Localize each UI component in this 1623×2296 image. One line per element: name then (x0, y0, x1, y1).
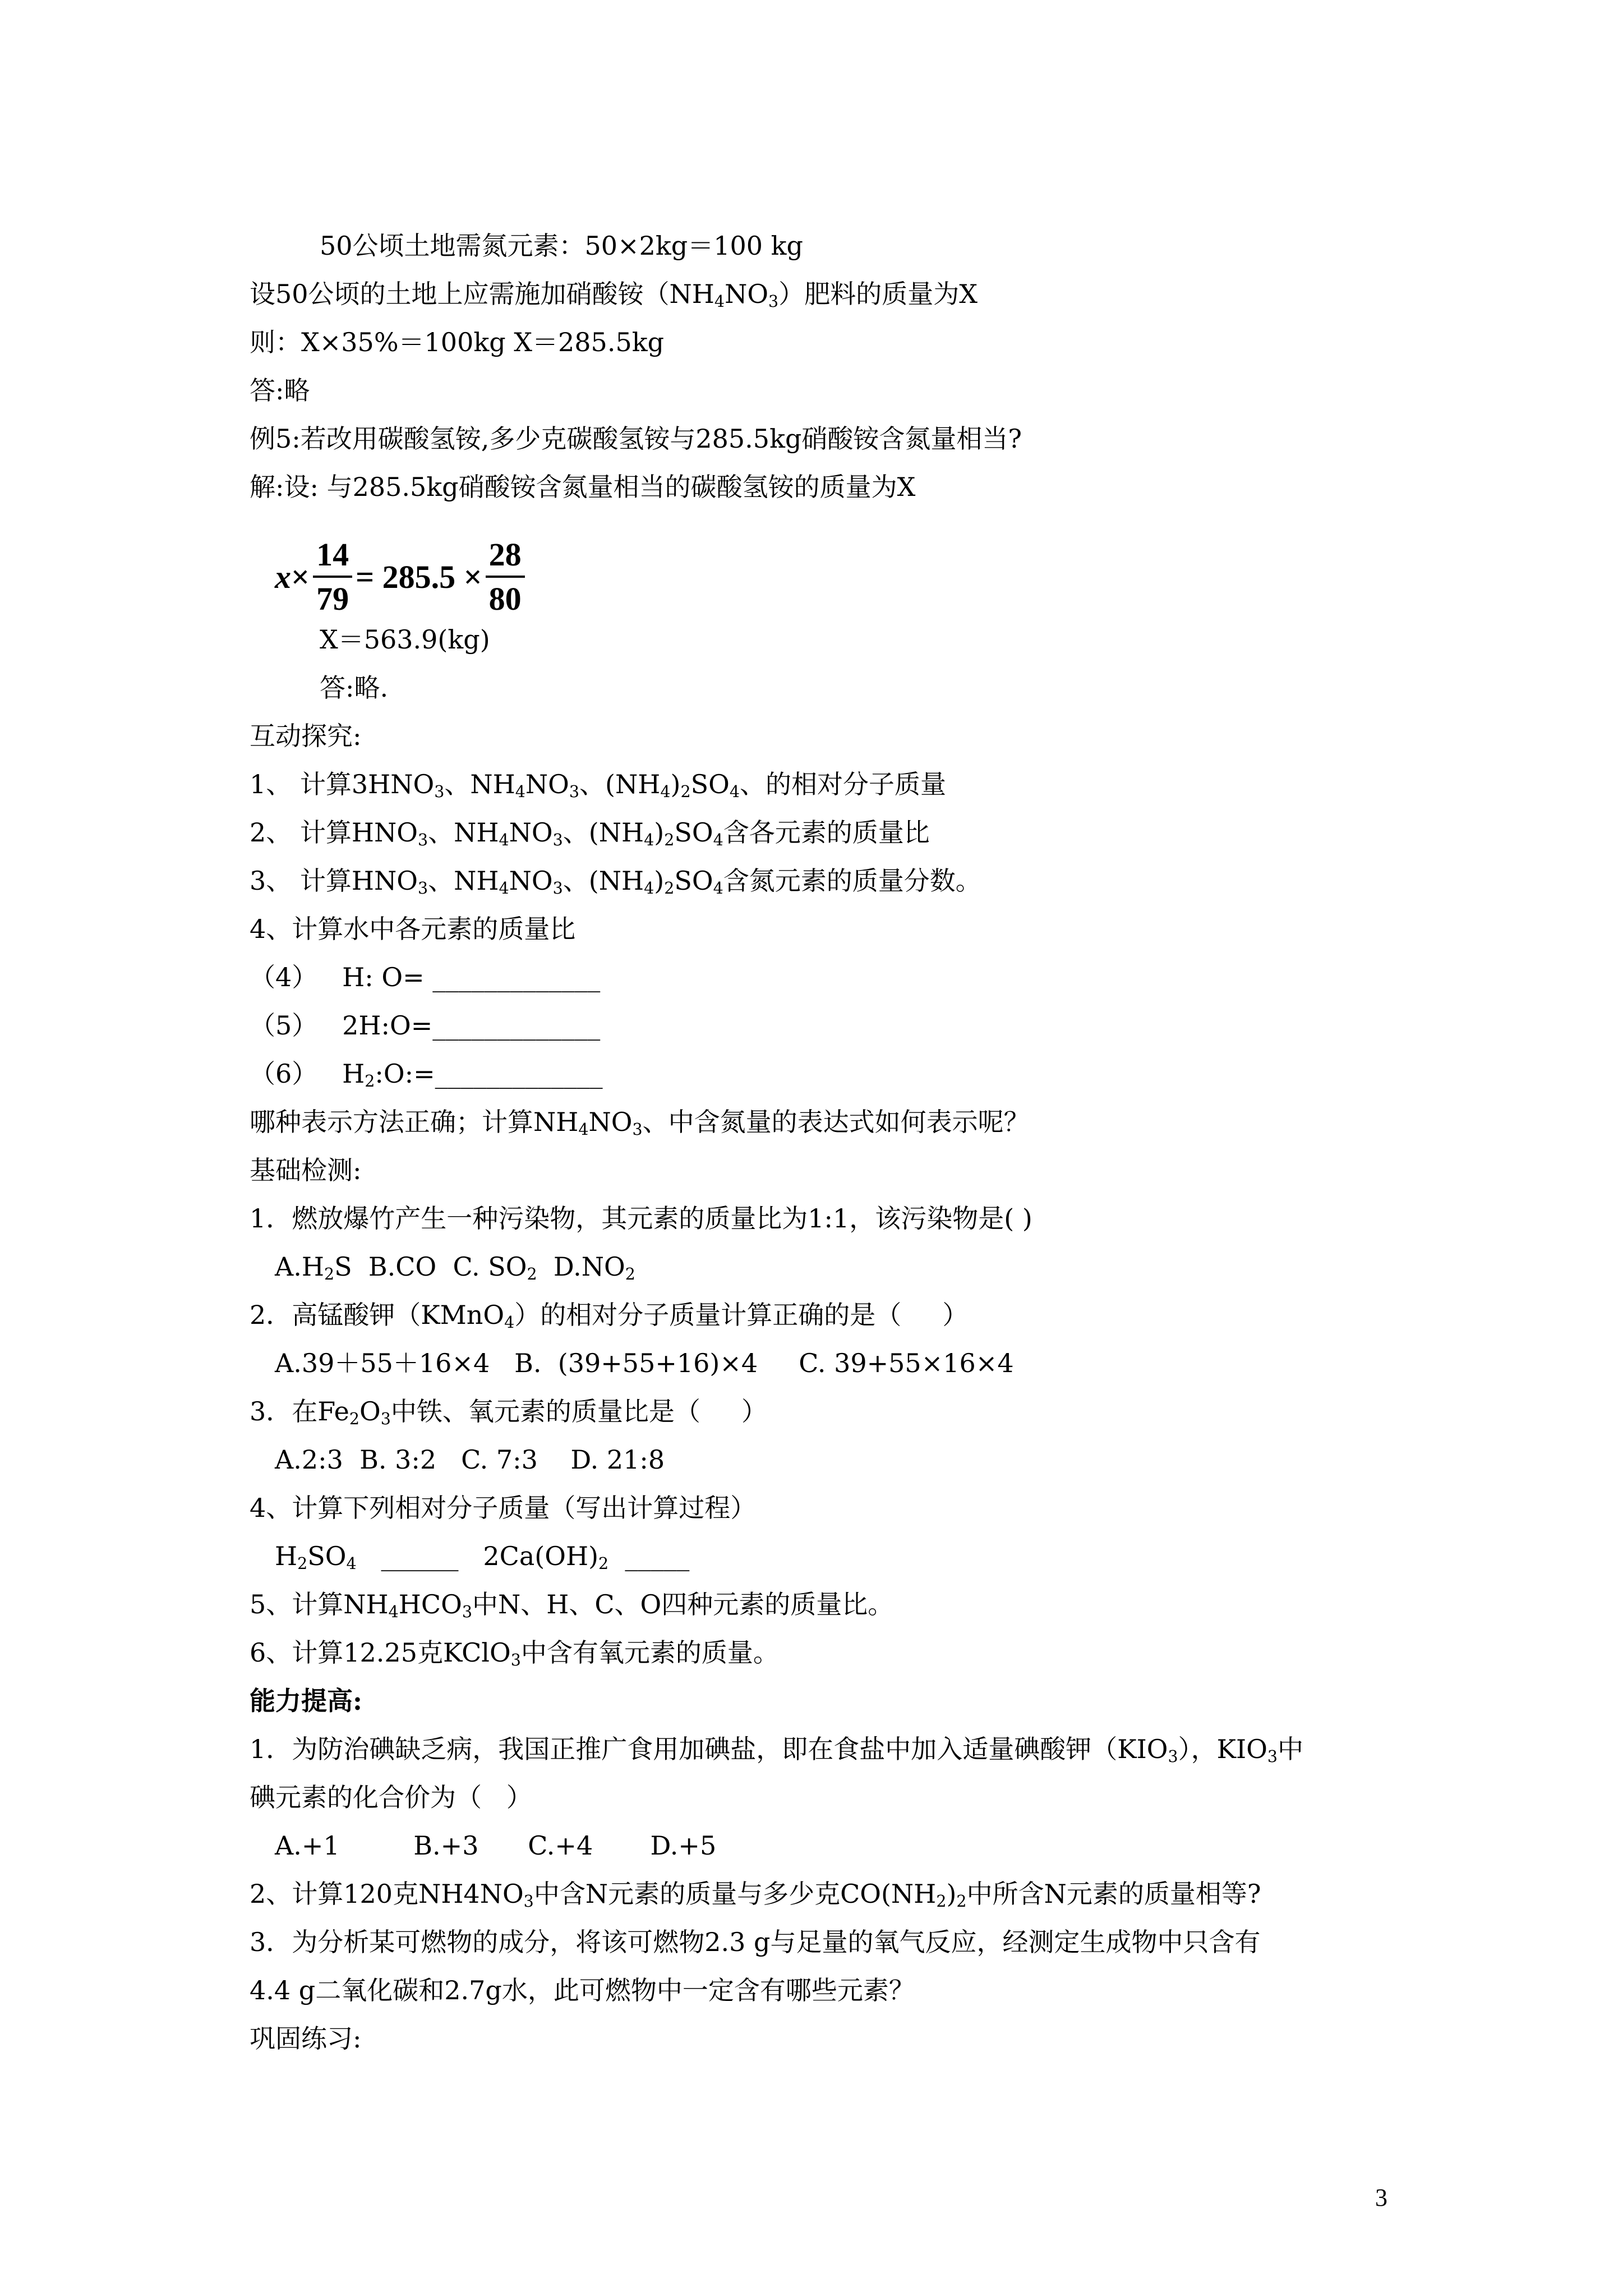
text-line: 答:略 (250, 375, 310, 406)
fraction-numerator: 28 (488, 536, 522, 573)
text-line: 则：X×35%＝100kg X＝285.5kg (250, 327, 665, 357)
page-number: 3 (1375, 2184, 1387, 2211)
answer-blank-line: $H_2SO_4$ ______ $2Ca(OH)_2$ _____ (275, 1541, 690, 1573)
fraction-2 (486, 536, 525, 618)
question-item: 5、计算$NH_4HCO_3$中N、H、C、O四种元素的质量比。 (250, 1589, 894, 1622)
question-item: 1、 计算$3HNO_3$、$NH_4NO_3$、$(NH_4)_2SO_4$、的相对分子质量 (250, 769, 947, 802)
question-item: 3．为分析某可燃物的成分，将该可燃物2.3 g与足量的氧气反应，经测定生成物中只含有 (250, 1927, 1261, 1957)
text-line: 50公顷土地需氮元素：50×2kg＝100 kg (320, 231, 803, 261)
question-item: 2．高锰酸钾（KMnO$_4$）的相对分子质量计算正确的是（ ） (250, 1300, 969, 1332)
text-line: 答:略. (320, 673, 389, 703)
text-line: X＝563.9(kg) (320, 624, 490, 655)
text-line: 解:设: 与285.5kg硝酸铵含氮量相当的碳酸氢铵的质量为X (250, 472, 916, 502)
answer-blank-line: （4） H: O= _____________ (250, 962, 601, 992)
question-item: 4、计算水中各元素的质量比 (250, 914, 576, 944)
section-heading: 巩固练习: (250, 2023, 362, 2054)
section-heading: 能力提高: (250, 1686, 362, 1716)
answer-options: A.39＋55＋16×4 B. (39+55+16)×4 C. 39+55×16×4 (275, 1348, 1014, 1378)
answer-blank-line: （5） 2H:O=_____________ (250, 1010, 601, 1041)
answer-options: A.2:3 B. 3:2 C. 7:3 D. 21:8 (275, 1444, 665, 1475)
section-heading: 基础检测: (250, 1155, 362, 1185)
formula-times: × (291, 558, 310, 595)
fraction-denominator: 80 (486, 576, 525, 618)
example-heading: 例5:若改用碳酸氢铵,多少克碳酸氢铵与285.5kg硝酸铵含氮量相当? (250, 424, 1022, 454)
formula-variable: x (275, 558, 291, 595)
question-item: 4.4 g二氧化碳和2.7g水，此可燃物中一定含有哪些元素？ (250, 1975, 915, 2005)
question-item: 3、 计算$HNO_3$、$NH_4NO_3$、$(NH_4)_2SO_4$含氮元素的质量分数。 (250, 866, 981, 898)
question-item: 碘元素的化合价为（ ） (250, 1782, 532, 1812)
fraction-numerator: 14 (316, 536, 349, 573)
text-line: 设50公顷的土地上应需施加硝酸铵$(NH_4NO_3)$肥料的质量为X (250, 279, 978, 311)
answer-options: A.+1 B.+3 C.+4 D.+5 (275, 1830, 717, 1861)
formula-middle: = 285.5 × (356, 558, 482, 595)
answer-options: $A.H_2S$ B.CO C. $SO_2$ $D.NO_2$ (275, 1251, 635, 1284)
question-item: 2、 计算$HNO_3$、$NH_4NO_3$、$(NH_4)_2SO_4$含各元素的质量比 (250, 817, 930, 850)
fraction-equation (275, 536, 528, 618)
question-item: 2、计算120克$NH4NO_3$中含N元素的质量与多少克$CO(NH_2)_2$中所含N元素的质量相等? (250, 1879, 1261, 1911)
answer-blank-line: （6） $H_2:O:=\_\_\_\_\_\_\_\_\_\_\_\_\_$ (250, 1059, 603, 1091)
question-item: 4、计算下列相对分子质量（写出计算过程） (250, 1493, 757, 1523)
question-item: 1．燃放爆竹产生一种污染物，其元素的质量比为1:1，该污染物是( ) (250, 1203, 1032, 1234)
question-item: 3．在$Fe_2O_3$中铁、氧元素的质量比是（ ） (250, 1396, 768, 1429)
fraction-denominator: 79 (313, 576, 352, 618)
section-heading: 互动探究: (250, 721, 362, 751)
question-item: 1．为防治碘缺乏病，我国正推广食用加碘盐，即在食盐中加入适量碘酸钾$(KIO_3)$，$KIO_3$中 (250, 1734, 1304, 1766)
text-line: 哪种表示方法正确；计算$NH_4NO_3$、中含氮量的表达式如何表示呢？ (250, 1107, 1030, 1139)
question-item: 6、计算12.25克KClO$_3$中含有氧元素的质量。 (250, 1637, 779, 1670)
fraction-1 (313, 536, 352, 618)
